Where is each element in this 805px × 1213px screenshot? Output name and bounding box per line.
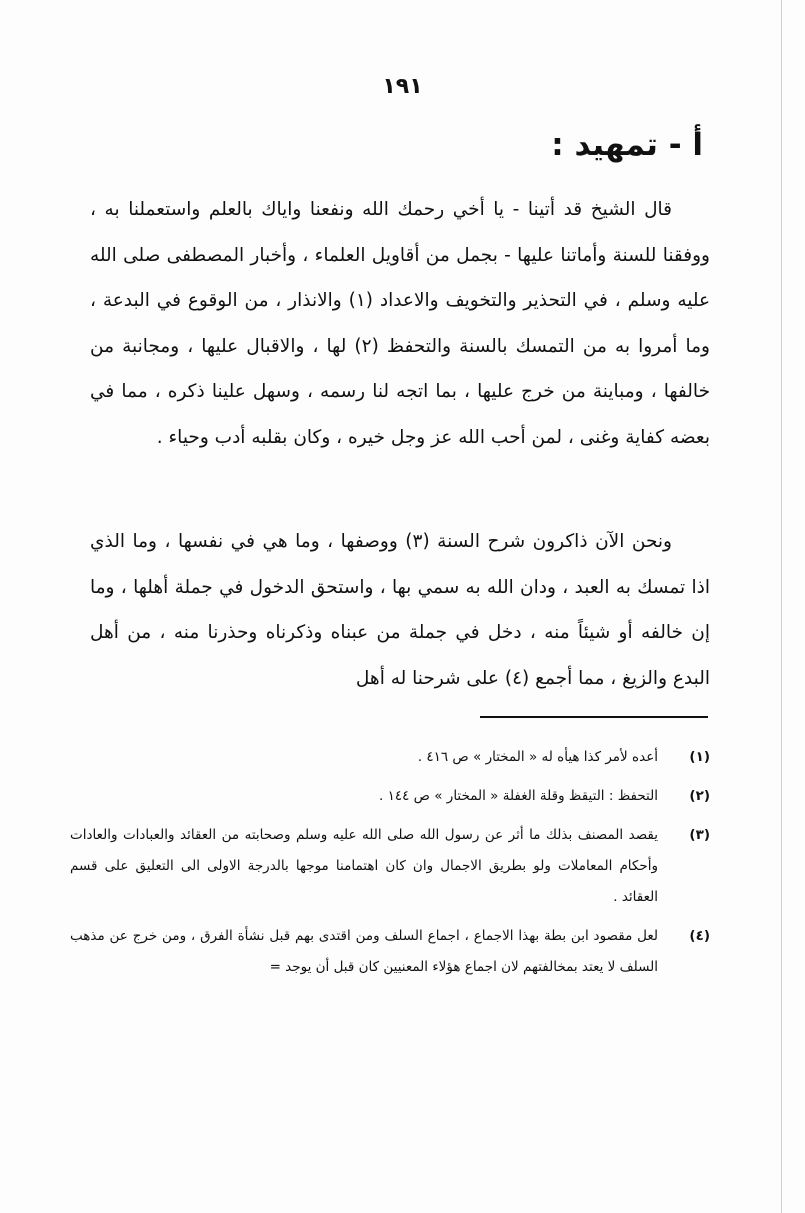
paragraph-line: قال الشيخ قد أتينا - يا أخي رحمك الله ونفعنا واياك بالعلم <box>208 199 672 220</box>
paragraph-line: جملة أهلها ، وما إن خالفه أو شيئاً منه ، دخل في جملة من عبناه وذكرناه <box>90 576 710 643</box>
paragraph-line: وما الذي اذا تمسك به العبد ، ودان الله به سمي بها ، واستحق الدخول في <box>90 531 710 598</box>
footnote-2 <box>70 781 710 812</box>
paragraph-line: وأخبار المصطفى صلى الله عليه وسلم ، في التحذير والتخويف والاعداد (١) <box>90 244 710 311</box>
footnote-3 <box>70 820 710 913</box>
page-number: ١٩١ <box>382 74 423 99</box>
footnote-text: يقصد المصنف بذلك ما أثر عن رسول الله صلى الله عليه وسلم وصحابته من العقائد والعبادات والعادات وأحكام المعاملات ولو بطريق الاجمال وان كان اهتمامنا موجها بالدرجة الاولى الى التعليق على قسم العقائد . <box>70 827 658 905</box>
paragraph-line: لمن أحب الله عز وجل خيره ، وكان بقلبه أدب وحياء . <box>156 426 562 448</box>
footnote-text: التحفظ : التيقظ وقلة الغفلة « المختار » ص ١٤٤ . <box>378 788 658 804</box>
paragraph-line: ونحن الآن ذاكرون شرح السنة (٣) ووصفها ، وما هي في نفسها ، <box>164 531 672 552</box>
section-heading: أ - تمهيد : <box>551 127 703 163</box>
paragraph-line: واستعملنا به ، ووفقنا للسنة وأماتنا عليها - بجمل من أقاويل العلماء ، <box>90 199 710 266</box>
footnote-4 <box>70 921 710 983</box>
paragraph-2 <box>90 519 710 701</box>
footnote-number: (٣) <box>689 827 710 843</box>
scan-edge-line <box>781 0 782 1213</box>
footnote-number: (١) <box>689 749 710 765</box>
footnotes <box>70 742 710 991</box>
paragraph-line: وحذرنا منه ، من أهل البدع والزيغ ، مما أجمع (٤) على شرحنا له أهل <box>90 622 710 689</box>
footnote-text: أعده لأمر كذا هيأه له « المختار » ص ٤١٦ . <box>417 749 658 765</box>
paragraph-line: عليها ، بما اتجه لنا رسمه ، وسهل علينا ذكره ، مما في بعضه كفاية وغنى ، <box>90 381 710 448</box>
footnote-text: لعل مقصود ابن بطة بهذا الاجماع ، اجماع السلف ومن اقتدى بهم قبل نشأة الفرق ، ومن خرج عن مذهب السلف لا يعتد بمخالفتهم لان اجماع هؤلاء المعنيين كان قبل أن يوجد = <box>70 928 658 975</box>
footnote-number: (٢) <box>689 788 710 804</box>
footnote-1 <box>70 742 710 773</box>
footnote-number: (٤) <box>689 928 710 944</box>
paragraph-1 <box>90 187 710 460</box>
footnote-separator <box>480 716 708 718</box>
paragraph-line: والتحفظ (٢) لها ، والاقبال عليها ، ومجانبة من خالفها ، ومباينة من خرج <box>90 335 710 402</box>
paragraph-line: والانذار ، من الوقوع في البدعة ، وما أمروا به من التمسك بالسنة <box>90 290 710 357</box>
